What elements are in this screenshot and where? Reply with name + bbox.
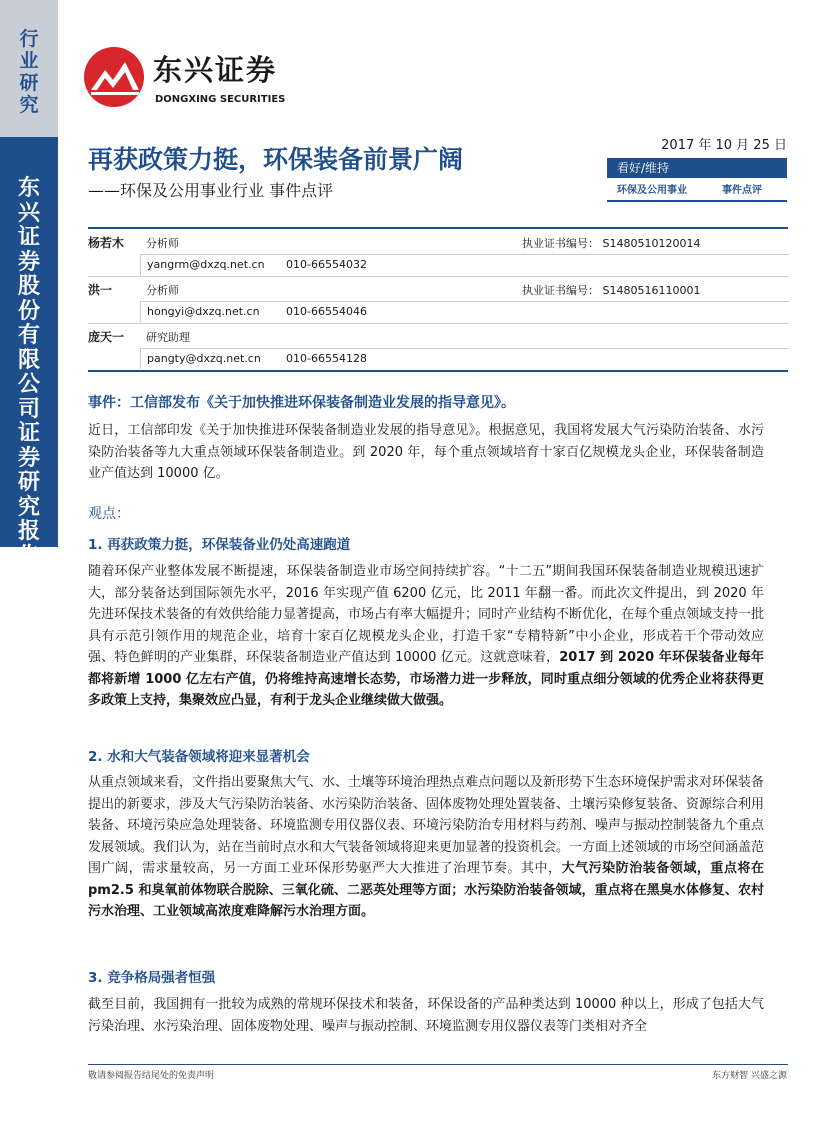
logo-emblem-icon: [83, 46, 145, 108]
section-3-body: 截至目前，我国拥有一批较为成熟的常规环保技术和装备，环保设备的产品种类达到 10000 种以上，形成了包括大气污染治理、水污染治理、固体废物处理、噪声与振动控制、环境监测专用仪器仪表等门类相对齐全: [88, 997, 764, 1034]
section-2-bold-text: 大气污染防治装备领域，重点将在 pm2.5 和臭氧前体物联合脱除、三氧化硫、二恶英处理等方面；水污染防治装备领域，重点将在黑臭水体修复、农村污水治理、工业领域高浓度难降解污水治理方面。: [88, 861, 764, 919]
sidebar-bottom-label: 东兴证券股份有限公司证券研究报告: [17, 176, 40, 569]
company-logo: [83, 44, 343, 110]
author-phone: 010-66554032: [286, 258, 367, 271]
author-email-link[interactable]: hongyi@dxzq.net.cn: [147, 305, 260, 318]
view-label: 观点：: [88, 506, 130, 522]
report-tags: [607, 180, 787, 202]
footer-divider: [88, 1064, 788, 1065]
footer-disclaimer: 敬请参阅报告结尾处的免责声明: [88, 1071, 215, 1081]
logo-text-cn: 东兴证券: [153, 53, 278, 87]
author-role: 分析师: [146, 284, 179, 297]
rating-badge: 看好/维持: [607, 158, 787, 178]
industry-tag: 环保及公用事业: [607, 180, 697, 202]
report-type-tag: 事件点评: [697, 180, 787, 202]
author-name: 洪一: [88, 283, 113, 297]
sidebar-bottom-band: [0, 137, 58, 569]
author-row: [88, 277, 788, 324]
footer-slogan: 东方财智 兴盛之源: [712, 1071, 787, 1081]
author-phone: 010-66554046: [286, 305, 367, 318]
author-row: [88, 324, 788, 371]
sidebar-top-label: 行业研究: [19, 28, 39, 116]
event-body: 近日，工信部印发《关于加快推进环保装备制造业发展的指导意见》。根据意见，我国将发展大气污染防治装备、水污染防治装备等九大重点领域环保装备制造业。到 2020 年，每个重点领域培育十家百亿规模龙头企业，环保装备制造业产值达到 10000 亿。: [88, 423, 764, 481]
section-3-heading: 3. 竞争格局强者恒强: [88, 970, 216, 986]
author-role: 分析师: [146, 237, 179, 250]
author-phone: 010-66554128: [286, 352, 367, 365]
author-contact: [140, 348, 789, 369]
section-1-text: 随着环保产业整体发展不断提速，环保装备制造业市场空间持续扩容。“十二五”期间我国环保装备制造业规模迅速扩大，部分装备达到国际领先水平，2016 年实现产值 6200 亿元，比 2011 年翻一番。而此次文件提出，到 2020 年先进环保技术装备的有效供给能力显著提高，市场占有率大幅提升；同时产业结构不断优化，在每个重点领域支持一批具有示范引领作用的规范企业，培育十家百亿规模龙头企业，打造千家“专精特新”中小企业，形成若干个带动效应强、特色鲜明的产业集群，环保装备制造业产值达到 10000 亿元。这就意味着，: [88, 564, 765, 665]
author-contact: [140, 301, 789, 322]
section-2-text: 从重点领域来看，文件指出要聚焦大气、水、土壤等环境治理热点难点问题以及新形势下生态环境保护需求对环保装备提出的新要求，涉及大气污染防治装备、水污染防治装备、固体废物处理处置装备、土壤污染修复装备、资源综合利用装备、环境污染应急处理装备、环境监测专用仪器仪表、环境污染防治专用材料与药剂、噪声与振动控制装备九个重点发展领域。我们认为，站在当前时点水和大气装备领域将迎来更加显著的投资机会。一方面上述领域的市场空间涵盖范围广阔，需求量较高，另一方面工业环保形势驱严大大推进了治理节奏。其中，: [88, 775, 765, 876]
author-email-link[interactable]: pangty@dxzq.net.cn: [147, 352, 261, 365]
logo-text-en: DONGXING SECURITIES: [155, 94, 286, 105]
section-1-body: [88, 561, 764, 712]
sidebar-top-band: [0, 0, 58, 137]
author-table: [88, 230, 788, 371]
author-cert-number: 执业证书编号： S1480510120014: [522, 237, 701, 250]
author-role: 研究助理: [146, 331, 190, 344]
section-2-body: [88, 772, 764, 923]
author-row: [88, 230, 788, 277]
section-divider: [88, 370, 788, 372]
author-email-link[interactable]: yangrm@dxzq.net.cn: [147, 258, 265, 271]
author-contact: [140, 254, 789, 275]
report-title: 再获政策力挺，环保装备前景广阔: [88, 145, 464, 174]
author-name: 庞天一: [88, 330, 125, 344]
report-subtitle: ——环保及公用事业行业 事件点评: [88, 181, 334, 200]
author-name: 杨若木: [88, 236, 125, 250]
author-cert-number: 执业证书编号： S1480516110001: [522, 284, 701, 297]
report-info-box: [607, 136, 787, 204]
section-2-heading: 2. 水和大气装备领域将迎来显著机会: [88, 749, 310, 765]
event-heading: 事件：工信部发布《关于加快推进环保装备制造业发展的指导意见》。: [88, 395, 515, 411]
report-date: 2017 年 10 月 25 日: [661, 138, 787, 153]
section-1-bold-text: 2017 到 2020 年环保装备业每年都将新增 1000 亿左右产值，仍将维持高速增长态势，市场潜力进一步释放，同时重点细分领域的优秀企业将获得更多政策上支持，集聚效应凸显，有利于龙头企业继续做大做强。: [88, 650, 764, 708]
header-divider: [88, 227, 788, 229]
section-1-heading: 1. 再获政策力挺，环保装备业仍处高速跑道: [88, 537, 351, 553]
